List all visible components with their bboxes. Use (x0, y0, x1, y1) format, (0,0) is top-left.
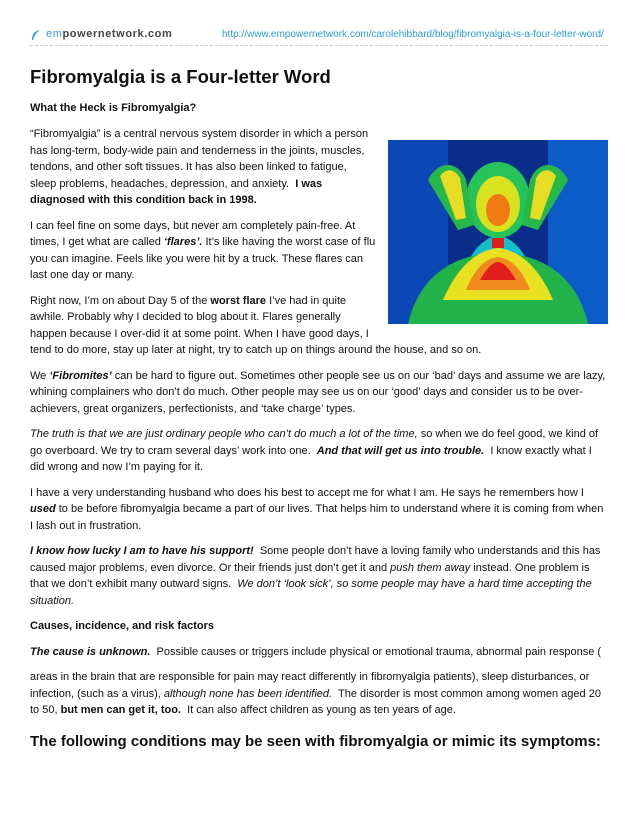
site-name[interactable] (46, 28, 172, 40)
text-span: “Fibromyalgia” is a central nervous system disorder in which a person has long-term, body-wide pain and tenderness in the joints, muscles, tendons, and other soft tissues. It has also been linked to fatigue, sleep problems, headaches, depression, and anxiety. (30, 128, 369, 190)
feather-icon (30, 29, 42, 41)
text-span: so when we do feel good, we kind of go overboard. We try to cram several days’ work into one. (30, 428, 599, 457)
bold-italic-span: The cause is unknown. (30, 645, 151, 658)
paragraph-areas (30, 669, 608, 719)
article-subtitle: What the Heck is Fibromyalgia? (30, 102, 197, 114)
bold-span: I was diagnosed with this condition back in 1998. (30, 177, 323, 206)
text-span: areas in the brain that are responsible for pain may react differently in fibromyalgia patients), sleep disturbances, or infection, (such as a virus), (30, 671, 590, 700)
text-span: I have a very understanding husband who does his best to accept me for what I am. He says he remembers how I (30, 486, 584, 499)
page-header (0, 0, 638, 48)
bold-italic-span: And that will get us into trouble. (316, 444, 485, 457)
italic-span: although none has been identified. (163, 687, 333, 700)
text-span: instead. One problem is that we don’t exhibit many outward signs. (30, 561, 590, 590)
text-span: Some people don’t have a loving family who understands and this has caused major problems, even divorce. Or their friends just don’t get it and (30, 545, 601, 574)
text-span: can be hard to figure out. Sometimes other people see us on our ‘bad’ days and assume we are lazy, whining complainers who don’t do much. Other people may see us on our ‘good’ days and consider us to be over-achievers, great organizers, perfectionists, and ‘take charge’ types. (30, 369, 606, 415)
italic-span: We don’t ‘look sick’, so some people may have a hard time accepting the situation. (30, 578, 592, 607)
text-span: Possible causes or triggers include physical or emotional trauma, abnormal pain response ( (156, 645, 602, 658)
text-span: to be before fibromyalgia became a part of our lives. That helps him to understand where it is coming from when I lash out in frustration. (30, 503, 604, 532)
used-term: used (30, 503, 56, 515)
text-span: It can also affect children as young as ten years of age. (187, 704, 456, 716)
thermal-body-image (388, 140, 608, 324)
text-span: Right now, I’m on about Day 5 of the (30, 294, 208, 307)
conditions-heading: The following conditions may be seen with fibromyalgia or mimic its symptoms: (30, 732, 601, 750)
bold-span: worst flare (210, 294, 267, 307)
bold-span: but men can get it, too. (60, 704, 181, 716)
text-span: The disorder is most common among women aged 20 to 50, (30, 687, 601, 716)
causes-heading (30, 618, 608, 635)
text-span: I’ve had in quite awhile. Probably why I decided to blog about it. Flares generally happen because I over-did it at some point. When I have good days, I tend to do more, stay up later at night, try to catch up on things around the house, and so on. (30, 294, 482, 356)
paragraph-cause (30, 644, 608, 661)
flares-term: ‘flares’. (163, 236, 203, 248)
paragraph-truth (30, 426, 608, 476)
paragraph-fibromites (30, 368, 608, 418)
article-title: Fibromyalgia is a Four-letter Word (30, 66, 331, 87)
header-divider (30, 45, 608, 46)
page-url[interactable]: http://www.empowernetwork.com/carolehibbard/blog/fibromyalgia-is-a-four-letter-word/ (222, 29, 604, 40)
paragraph-husband (30, 485, 608, 535)
paragraph-support (30, 543, 608, 609)
site-name-prefix: em (46, 28, 63, 40)
italic-span: push them away (390, 561, 471, 574)
text-span: I can feel fine on some days, but never am completely pain-free. At times, I get what are called (30, 219, 356, 248)
text-span: I know exactly what I did wrong and now I’m paying for it. (30, 444, 592, 473)
fibromites-term: ‘Fibromites’ (49, 369, 112, 382)
site-name-rest: powernetwork.com (62, 28, 173, 40)
bold-italic-span: I know how lucky I am to have his support! (30, 545, 254, 557)
text-span: We (30, 369, 47, 382)
causes-heading-text: Causes, incidence, and risk factors (30, 620, 215, 632)
article-body (30, 66, 608, 750)
italic-span: The truth is that we are just ordinary people who can’t do much a lot of the time, (30, 428, 418, 440)
text-span: It’s like having the worst case of flu you can imagine. Feels like you were hit by a truck. These flares can last one day or many. (30, 236, 376, 281)
